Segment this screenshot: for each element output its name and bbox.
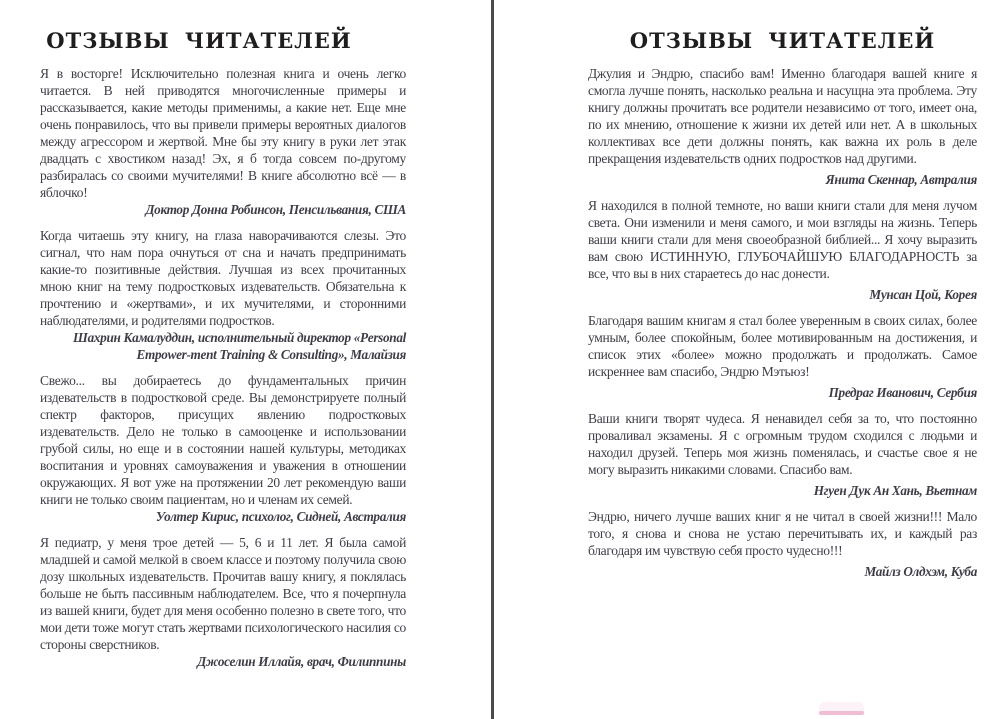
review — [40, 372, 406, 525]
partial-pink-element[interactable] — [819, 702, 864, 715]
review-text: Ваши книги творят чудеса. Я ненавидел себя за то, что постоянно проваливал экзамены. Я с огромным трудом сходился с людьми и находил друзей. Теперь моя жизнь поменялась, и счастье свое я не могу выразить никакими словами. Спасибо вам. — [588, 411, 977, 477]
pink-stripe — [819, 711, 864, 715]
review — [588, 410, 977, 499]
review-author: Джоселин Иллайя, врач, Филиппины — [197, 654, 406, 669]
review-text: Благодаря вашим книгам я стал более уверенным в своих силах, более умным, более спокойным, более мотивированным на достижения, и список этих «более» можно продолжать и продолжать. Самое искреннее вам спасибо, Эндрю Мэтьюз! — [588, 313, 977, 379]
review — [40, 227, 406, 363]
review — [588, 197, 977, 303]
review — [588, 312, 977, 401]
review-text: Свежо... вы добираетесь до фундаментальных причин издевательств в подростковой среде. Вы демонстрируете полный спектр факторов, присущих явлению подростковых издевательств. Дело не только в самооценке и использовании грубой силы, но еще и в состоянии нашей культуры, методиках воспитания и уровнях самоуважения и уважения в отношении окружающих. Я вот уже на протяжении 20 лет рекомендую ваши книги не только своим пациентам, но и членам их семей. — [40, 373, 406, 507]
review-author: Нгуен Дук Ан Хань, Вьетнам — [813, 483, 977, 498]
review-author: Доктор Донна Робинсон, Пенсильвания, США — [145, 202, 406, 217]
review-author: Предраг Иванович, Сербия — [828, 385, 977, 400]
review-text: Я педиатр, у меня трое детей — 5, 6 и 11 лет. Я была самой младшей и самой мелкой в своем классе и поэтому получила свою дозу школьных издевательств. Прочитав вашу книгу, я поклялась больше не быть пассивным наблюдателем. Все, что я почерпнула из вашей книги, будет для меня особенно полезно в свете того, что мои дети тоже могут стать жертвами психологического насилия со стороны сверстников. — [40, 535, 406, 652]
page-right — [588, 20, 977, 589]
page-divider — [491, 0, 494, 719]
review-author: Уолтер Кирис, психолог, Сидней, Австралия — [155, 509, 406, 524]
page-title: ОТЗЫВЫ ЧИТАТЕЛЕЙ — [46, 28, 352, 53]
review-author: Майлз Олдхэм, Куба — [864, 564, 977, 579]
review-text: Я находился в полной темноте, но ваши книги стали для меня лучом света. Они изменили и меня самого, и мои взгляды на жизнь. Теперь ваши книги стали для меня своеобразной библией... Я хочу выразить вам свою ИСТИННУЮ, ГЛУБОЧАЙШУЮ БЛАГОДАРНОСТЬ за все, что вы в них стараетесь до нас донести. — [588, 198, 977, 281]
review-text: Я в восторге! Исключительно полезная книга и очень легко читается. В ней приводятся многочисленные примеры и рассказывается, какие методы применимы, а какие нет. Еще мне очень понравилось, что вы привели примеры вероятных диалогов между агрессором и жертвой. Мне бы эту книгу в руки лет этак двадцать с хвостиком назад! Эх, я б тогда совсем по-другому разбиралась со своими мучителями! В книге абсолютно всё — в яблочко! — [40, 66, 406, 200]
review — [588, 508, 977, 580]
page-title: ОТЗЫВЫ ЧИТАТЕЛЕЙ — [629, 28, 936, 53]
review-author: Мунсан Цой, Корея — [869, 287, 977, 302]
review-text: Когда читаешь эту книгу, на глаза наворачиваются слезы. Это сигнал, что нам пора очнуться от сна и начать предпринимать какие-то позитивные действия. Лучшая из всех прочитанных мною книг на тему подростковых издевательств. Обязательна к прочтению и «жертвами», и их мучителями, и сторонними наблюдателями, и родителями подростков. — [40, 228, 406, 328]
review-author: Янита Скеннар, Автралия — [825, 172, 977, 187]
review-author: Шахрин Камалуддин, исполнительный директор «Personal Empower-ment Training & Consulting», Малайзия — [73, 330, 406, 362]
review — [40, 65, 406, 218]
review — [40, 534, 406, 670]
review-text: Джулия и Эндрю, спасибо вам! Именно благодаря вашей книге я смогла лучше понять, насколько реальна и насущна эта проблема. Эту книгу должны прочитать все родители независимо от того, имеет она, по их мнению, отношение к жизни их детей или нет. А в школьных коллективах все дети должны понять, как важна их роль в деле прекращения издевательств одних подростков над другими. — [588, 66, 977, 166]
review — [588, 65, 977, 188]
review-text: Эндрю, ничего лучше ваших книг я не читал в своей жизни!!! Мало того, я снова и снова не устаю перечитывать их, и каждый раз благодаря им чувствую себя просто чудесно!!! — [588, 509, 977, 558]
page-left — [40, 20, 406, 679]
